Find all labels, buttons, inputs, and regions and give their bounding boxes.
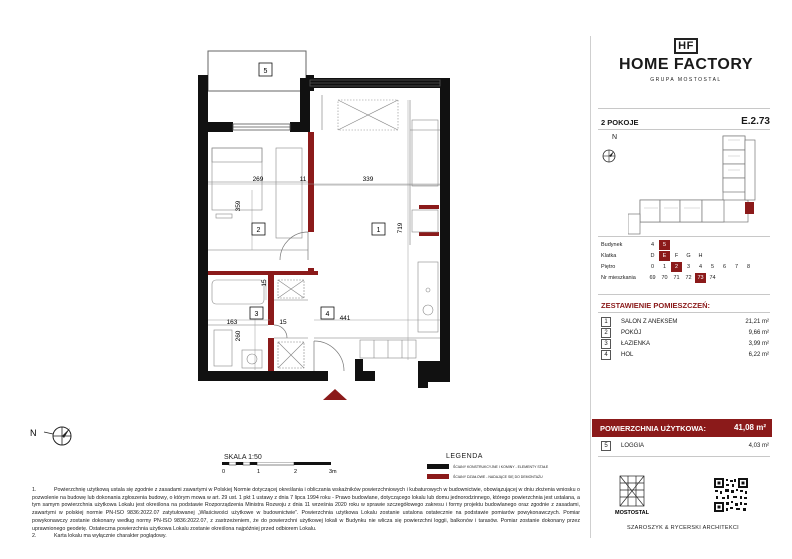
selector-cell[interactable]: 2 bbox=[671, 262, 682, 272]
usable-area-value: 41,08 m² bbox=[733, 423, 766, 432]
selector-cell[interactable]: 74 bbox=[709, 275, 716, 281]
selector-cell[interactable]: 5 bbox=[659, 240, 670, 250]
room-num: 4 bbox=[601, 350, 611, 360]
mostostal-logo bbox=[612, 470, 652, 520]
divider-grid-top bbox=[598, 236, 770, 237]
selector-row bbox=[601, 251, 771, 261]
room-num: 5 bbox=[601, 441, 611, 451]
room-label-4: 4 bbox=[325, 311, 330, 318]
divider-list bbox=[598, 294, 770, 295]
room-name: LOGGIA bbox=[621, 443, 645, 449]
scale-tick-2: 2 bbox=[294, 469, 298, 475]
selector-row-label: Budynek bbox=[601, 242, 623, 248]
building-key-plan bbox=[628, 130, 768, 238]
scale-tick-3: 3m bbox=[329, 469, 337, 475]
selector-cell[interactable]: 3 bbox=[686, 264, 691, 270]
room-row bbox=[601, 339, 771, 350]
mini-compass-north: N bbox=[612, 134, 618, 141]
dim-269: 269 bbox=[252, 176, 264, 183]
apartment-code: E.2.73 bbox=[741, 116, 770, 127]
selector-cell[interactable]: 4 bbox=[698, 264, 703, 270]
architects-credit: SZAROSZYK & RYCERSKI ARCHITEKCI bbox=[627, 525, 739, 531]
room-area: 9,66 m² bbox=[748, 330, 769, 336]
room-label-5: 5 bbox=[263, 68, 268, 75]
room-num: 1 bbox=[601, 317, 611, 327]
interior-lines bbox=[208, 95, 440, 338]
dim-15-b: 15 bbox=[279, 319, 287, 326]
selector-cell[interactable]: 6 bbox=[722, 264, 727, 270]
room-list-title: ZESTAWIENIE POMIESZCZEŃ: bbox=[601, 301, 711, 310]
scale-tick-0: 0 bbox=[222, 469, 226, 475]
room-label-1: 1 bbox=[376, 227, 381, 234]
divider-list-title bbox=[598, 312, 770, 313]
usable-area-title: POWIERZCHNIA UŻYTKOWA: bbox=[600, 424, 706, 433]
legend-text-partition: ŚCIANY DZIAŁOWE - NADAJĄCE SIĘ DO DEMONTAŻU bbox=[453, 475, 543, 479]
room-name: POKÓJ bbox=[621, 330, 642, 336]
doors bbox=[274, 232, 344, 371]
legend-title: LEGENDA bbox=[446, 453, 483, 460]
dim-359: 359 bbox=[235, 200, 242, 212]
brand-badge: HF bbox=[674, 38, 698, 54]
dim-441: 441 bbox=[339, 315, 351, 322]
loggia-row bbox=[601, 441, 771, 452]
room-name: SALON Z ANEKSEM bbox=[621, 319, 678, 325]
brand-tagline: GRUPA MOSTOSTAL bbox=[650, 77, 722, 83]
dim-339: 339 bbox=[362, 176, 374, 183]
selector-cell[interactable]: 7 bbox=[734, 264, 739, 270]
selector-row-label: Klatka bbox=[601, 253, 617, 259]
footnote-1: 1. Powierzchnię użytkową ustala się zgodnie z zasadami zawartymi w Polskiej Normie dotyczącej określania i obliczania wskaźników powierzchniowych i kubaturowych w budownictwie, obowiązującej w dniu złożenia wniosku o pozwolenie na budowę lub dokonania zgłoszenia budowy, o którym mowa w art. 29 ust. 1 pkt 1 ustawy z dnia 7 lipca 1994 roku - Prawo budowlane, dotyczącego lokalu lub domu jednorodzinnego, którego powierzchnia jest ustalana, a tym samym powierzchnia użytkowa Lokalu jest określona na podstawie Rozporządzenia Ministra Rozwoju z dnia 11 września 2020 roku w sprawie szczegółowego zakresu i formy projektu budowlanego oraz zgodnie z zasadami, zawartymi w polskiej normie PN-ISO 9836:2022.07 zatytułowanej „Właściwości użytkowe w budownictwie”. Powierzchnia użytkowa Lokalu zostanie ustalona ostatecznie na podstawie pomiarów powykonawczych. Pomiar powykonawczy zostanie dokonany według normy PN-ISO 9836:2022.07, z zastrzeżeniem, że do powierzchni użytkowej lokali w Budynku nie wlicza się powierzchni loggii, balkonów i tarasów. Pomiar zostanie dokonany przez uprawnionego geodetę. Ostateczna powierzchnia użytkowa Lokalu zostanie określona najpóźniej przed odbiorem Lokalu. bbox=[32, 487, 580, 532]
selector-cell[interactable]: H bbox=[698, 253, 703, 259]
selector-cell[interactable]: 73 bbox=[695, 273, 706, 283]
legend-swatch-structural bbox=[427, 464, 449, 469]
dim-11: 11 bbox=[299, 176, 307, 183]
selector-cell[interactable]: 8 bbox=[746, 264, 751, 270]
selector-cell[interactable]: 70 bbox=[661, 275, 668, 281]
room-name: ŁAZIENKA bbox=[621, 341, 651, 347]
usable-area-bar bbox=[592, 419, 772, 437]
legend-text-structural: ŚCIANY KONSTRUKCYJNE I KOMINY - ELEMENTY STAŁE bbox=[453, 465, 549, 469]
selector-cell[interactable]: 4 bbox=[650, 242, 655, 248]
room-label-3: 3 bbox=[254, 311, 259, 318]
selector-cell[interactable]: 5 bbox=[710, 264, 715, 270]
furniture bbox=[212, 100, 438, 368]
compass-north-label: N bbox=[30, 428, 37, 438]
dim-719: 719 bbox=[397, 222, 404, 234]
loggia-outline bbox=[208, 51, 306, 91]
selector-cell[interactable]: 0 bbox=[650, 264, 655, 270]
selector-cell[interactable]: G bbox=[686, 253, 691, 259]
selector-row bbox=[601, 273, 771, 283]
dim-260: 260 bbox=[235, 330, 242, 342]
key-plan-highlight bbox=[745, 202, 754, 214]
divider-bottom bbox=[598, 456, 770, 457]
dim-15-a: 15 bbox=[261, 279, 268, 287]
entrance-marker bbox=[323, 389, 347, 400]
room-area: 4,03 m² bbox=[748, 443, 769, 449]
room-name: HOL bbox=[621, 352, 634, 358]
scale-bar bbox=[222, 462, 352, 480]
selector-cell[interactable]: 72 bbox=[685, 275, 692, 281]
room-area: 3,99 m² bbox=[748, 341, 769, 347]
divider-top bbox=[598, 108, 770, 109]
room-row bbox=[601, 350, 771, 361]
room-area: 21,21 m² bbox=[745, 319, 769, 325]
brand-name: HOME FACTORY bbox=[618, 56, 753, 73]
brand-logo bbox=[618, 38, 754, 102]
room-num: 3 bbox=[601, 339, 611, 349]
scale-title: SKALA 1:50 bbox=[224, 454, 262, 461]
selector-row-label: Piętro bbox=[601, 264, 616, 270]
compass-icon bbox=[44, 427, 71, 445]
qr-code[interactable] bbox=[714, 478, 748, 512]
mini-compass-icon bbox=[601, 141, 619, 165]
selector-cell[interactable]: D bbox=[650, 253, 655, 259]
selector-row-label: Nr mieszkania bbox=[601, 275, 636, 281]
partition-walls bbox=[208, 132, 439, 371]
selector-cell[interactable]: F bbox=[674, 253, 679, 259]
room-num: 2 bbox=[601, 328, 611, 338]
footnote-2: 2. Karta lokalu ma wyłącznie charakter poglądowy. bbox=[32, 533, 167, 540]
info-panel bbox=[590, 36, 772, 538]
selector-row bbox=[601, 262, 771, 272]
room-row bbox=[601, 328, 771, 339]
selector-cell[interactable]: 71 bbox=[673, 275, 680, 281]
footnotes bbox=[32, 487, 580, 541]
dim-163: 163 bbox=[226, 319, 238, 326]
room-area: 6,22 m² bbox=[748, 352, 769, 358]
room-row bbox=[601, 317, 771, 328]
selector-cell[interactable]: 1 bbox=[662, 264, 667, 270]
rooms-label: 2 POKOJE bbox=[601, 118, 639, 127]
selector-row bbox=[601, 240, 771, 250]
dimension-lines bbox=[208, 100, 440, 370]
legend-swatch-partition bbox=[427, 474, 449, 479]
loggia-wall-left bbox=[198, 75, 208, 91]
room-label-2: 2 bbox=[256, 227, 261, 234]
mostostal-text: MOSTOSTAL bbox=[614, 510, 650, 516]
scale-tick-1: 1 bbox=[257, 469, 261, 475]
selector-cell[interactable]: 69 bbox=[649, 275, 656, 281]
selector-cell[interactable]: E bbox=[659, 251, 670, 261]
